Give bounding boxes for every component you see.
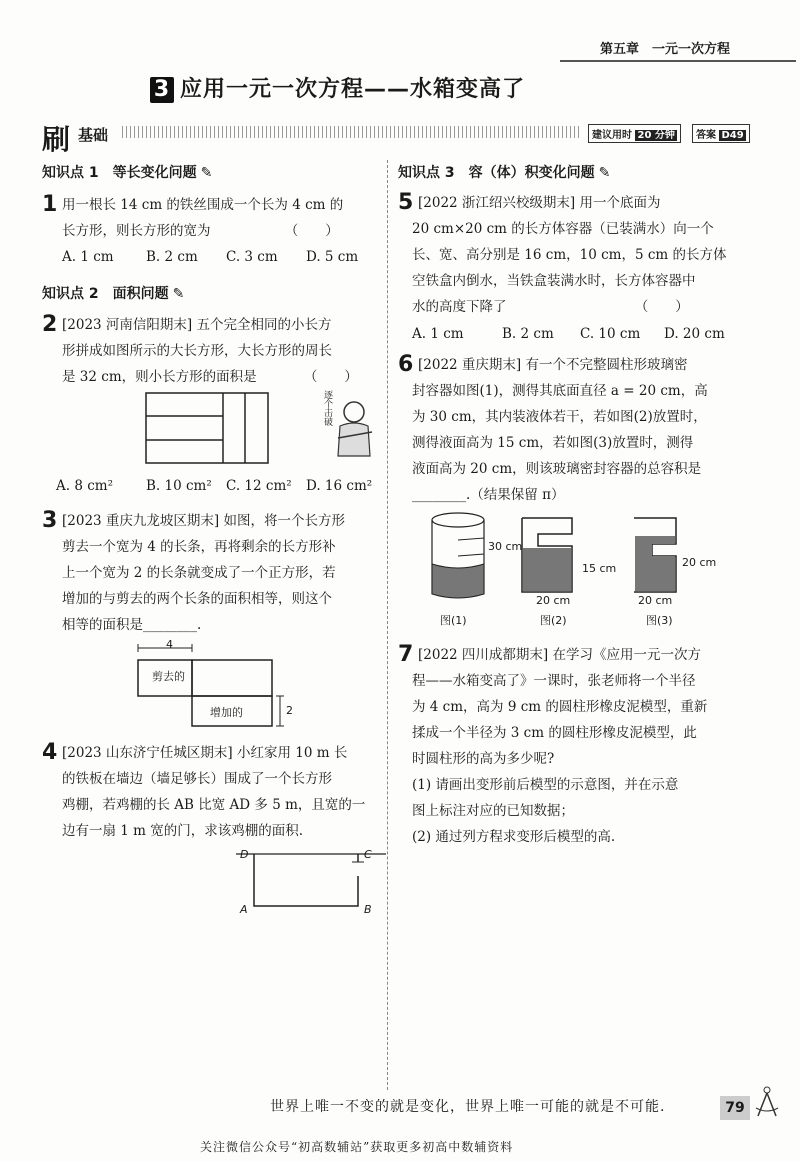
q4-number: 4	[42, 740, 58, 765]
q1-option: A. 1 cm	[62, 249, 114, 265]
q3-line: [2023 重庆九龙坡区期末] 如图，将一个长方形	[62, 513, 345, 529]
q3-line: 上一个宽为 2 的长条就变成了一个正方形，若	[62, 565, 336, 581]
q6-fig-caption-1: 图(1)	[440, 614, 467, 627]
section-stripe	[122, 126, 582, 138]
time-value: 20 分钟	[637, 130, 675, 141]
q6-fig-caption-3: 图(3)	[646, 614, 673, 627]
point-A: A	[240, 903, 248, 916]
q2-line: [2023 河南信阳期末] 五个完全相同的小长方	[62, 317, 332, 333]
q3-fig-top: 4	[166, 638, 173, 651]
q1-line: 用一根长 14 cm 的铁丝围成一个长为 4 cm 的	[62, 197, 344, 213]
q5-number: 5	[398, 190, 414, 215]
q6-line: 封容器如图(1)，测得其底面直径 a = 20 cm，高	[412, 383, 708, 399]
kp3-text: 知识点 3 容（体）积变化问题	[398, 165, 595, 181]
q6-fig-w2: 20 cm	[536, 594, 571, 607]
q6-line: 测得液面高为 15 cm，若如图(3)放置时，测得	[412, 435, 694, 451]
q2-option: B. 10 cm²	[146, 478, 212, 494]
lesson-title-text: 应用一元一次方程——水箱变高了	[180, 77, 526, 102]
q4-line: [2023 山东济宁任城区期末] 小红家用 10 m 长	[62, 745, 348, 761]
q1-option: B. 2 cm	[146, 249, 198, 265]
q4-line: 鸡棚，若鸡棚的长 AB 比宽 AD 多 5 m，且宽的一	[62, 797, 366, 813]
cartoon-caption: 逐个击破	[322, 390, 332, 426]
q3-fig-cut: 剪去的	[152, 670, 185, 683]
q7-sub1: 图上标注对应的已知数据；	[412, 803, 574, 819]
q6-fig-h30: 30 cm	[488, 540, 523, 553]
kp1-text: 知识点 1 等长变化问题	[42, 165, 197, 181]
kp2-text: 知识点 2 面积问题	[42, 286, 169, 302]
time-label: 建议用时	[592, 130, 632, 141]
q3-fig-add: 增加的	[210, 706, 243, 719]
q7-sub2: (2) 通过列方程求变形后模型的高.	[412, 829, 616, 845]
q1-line: 长方形，则长方形的宽为 （ ）	[62, 223, 339, 239]
q2-option: C. 12 cm²	[226, 478, 292, 494]
q6-fig-h20: 20 cm	[682, 556, 717, 569]
q5-line: 空铁盒内倒水，当铁盒装满水时，长方体容器中	[412, 273, 696, 289]
q6-fig-h15: 15 cm	[582, 562, 617, 575]
section-shua: 刷	[42, 123, 71, 156]
q2-line: 形拼成如图所示的大长方形，大长方形的周长	[62, 343, 332, 359]
answer-label: 答案	[696, 130, 716, 141]
point-C: C	[364, 848, 372, 861]
wechat-notice: 关注微信公众号“初高数辅站”获取更多初高中数辅资料	[200, 1140, 514, 1154]
q6-line: ________.（结果保留 π）	[412, 487, 565, 503]
page-number: 79	[720, 1096, 750, 1120]
q2-line: 是 32 cm，则小长方形的面积是 （ ）	[62, 369, 358, 385]
q6-fig2-container	[516, 512, 580, 596]
column-divider	[387, 160, 388, 1090]
pen-icon: ✎	[598, 165, 611, 181]
q5-option: A. 1 cm	[412, 326, 464, 342]
knowledge-point-1	[42, 162, 212, 182]
q6-fig-w3: 20 cm	[638, 594, 673, 607]
q1-option: D. 5 cm	[306, 249, 359, 265]
q3-fig-side: 2	[286, 704, 293, 717]
knowledge-point-2	[42, 283, 184, 303]
q7-line: 程——水箱变高了》一课时，张老师将一个半径	[412, 673, 696, 689]
q2-rectangles-figure	[145, 392, 270, 464]
q3-line: 增加的与剪去的两个长条的面积相等，则这个	[62, 591, 332, 607]
q7-line: 为 4 cm，高为 9 cm 的圆柱形橡皮泥模型，重新	[412, 699, 708, 715]
chapter-header: 第五章 一元一次方程	[599, 42, 730, 57]
q5-option: D. 20 cm	[664, 326, 725, 342]
q3-line: 相等的面积是________.	[62, 617, 202, 633]
q2-number: 2	[42, 312, 58, 337]
q7-line: 揉成一个半径为 3 cm 的圆柱形橡皮泥模型，此	[412, 725, 697, 741]
q7-line: 时圆柱形的高为多少呢?	[412, 751, 555, 767]
q5-line: 20 cm×20 cm 的长方体容器（已装满水）向一个	[412, 221, 714, 237]
footer-slogan: 世界上唯一不变的就是变化，世界上唯一可能的就是不可能.	[270, 1099, 666, 1115]
q6-fig3-container	[628, 512, 684, 596]
q7-line: [2022 四川成都期末] 在学习《应用一元一次方	[418, 647, 701, 663]
q5-line: [2022 浙江绍兴校级期末] 用一个底面为	[418, 195, 661, 211]
q6-line: 为 30 cm，其内装液体若干，若如图(2)放置时，	[412, 409, 707, 425]
q3-line: 剪去一个宽为 4 的长条，再将剩余的长方形补	[62, 539, 336, 555]
q7-sub1: (1) 请画出变形前后模型的示意图，并在示意	[412, 777, 679, 793]
q5-line: 水的高度下降了 （ ）	[412, 299, 689, 315]
answer-tag	[692, 124, 750, 143]
compass-icon	[752, 1084, 782, 1120]
q4-line: 边有一扇 1 m 宽的门，求该鸡棚的面积.	[62, 823, 304, 839]
answer-value: D49	[721, 130, 744, 141]
q5-line: 长、宽、高分别是 16 cm，10 cm，5 cm 的长方体	[412, 247, 727, 263]
q4-line: 的铁板在墙边（墙足够长）围成了一个长方形	[62, 771, 332, 787]
q1-number: 1	[42, 192, 58, 217]
q6-fig1-cylinder	[420, 510, 500, 610]
pen-icon: ✎	[200, 165, 213, 181]
q6-fig-caption-2: 图(2)	[540, 614, 567, 627]
section-name: 基础	[78, 126, 109, 144]
q2-option: D. 16 cm²	[306, 478, 373, 494]
q7-number: 7	[398, 642, 414, 667]
pen-icon: ✎	[172, 286, 185, 302]
lesson-number: 3	[150, 77, 174, 103]
time-tag	[588, 124, 681, 143]
q1-option: C. 3 cm	[226, 249, 278, 265]
q2-option: A. 8 cm²	[56, 478, 113, 494]
q6-line: [2022 重庆期末] 有一个不完整圆柱形玻璃密	[418, 357, 688, 373]
point-B: B	[364, 903, 372, 916]
q6-number: 6	[398, 352, 414, 377]
q5-option: C. 10 cm	[580, 326, 641, 342]
knowledge-point-3	[398, 162, 610, 182]
header-rule	[560, 60, 796, 62]
lesson-title	[150, 72, 670, 103]
q3-number: 3	[42, 508, 58, 533]
q6-line: 液面高为 20 cm，则该玻璃密封容器的总容积是	[412, 461, 702, 477]
q5-option: B. 2 cm	[502, 326, 554, 342]
point-D: D	[240, 848, 249, 861]
